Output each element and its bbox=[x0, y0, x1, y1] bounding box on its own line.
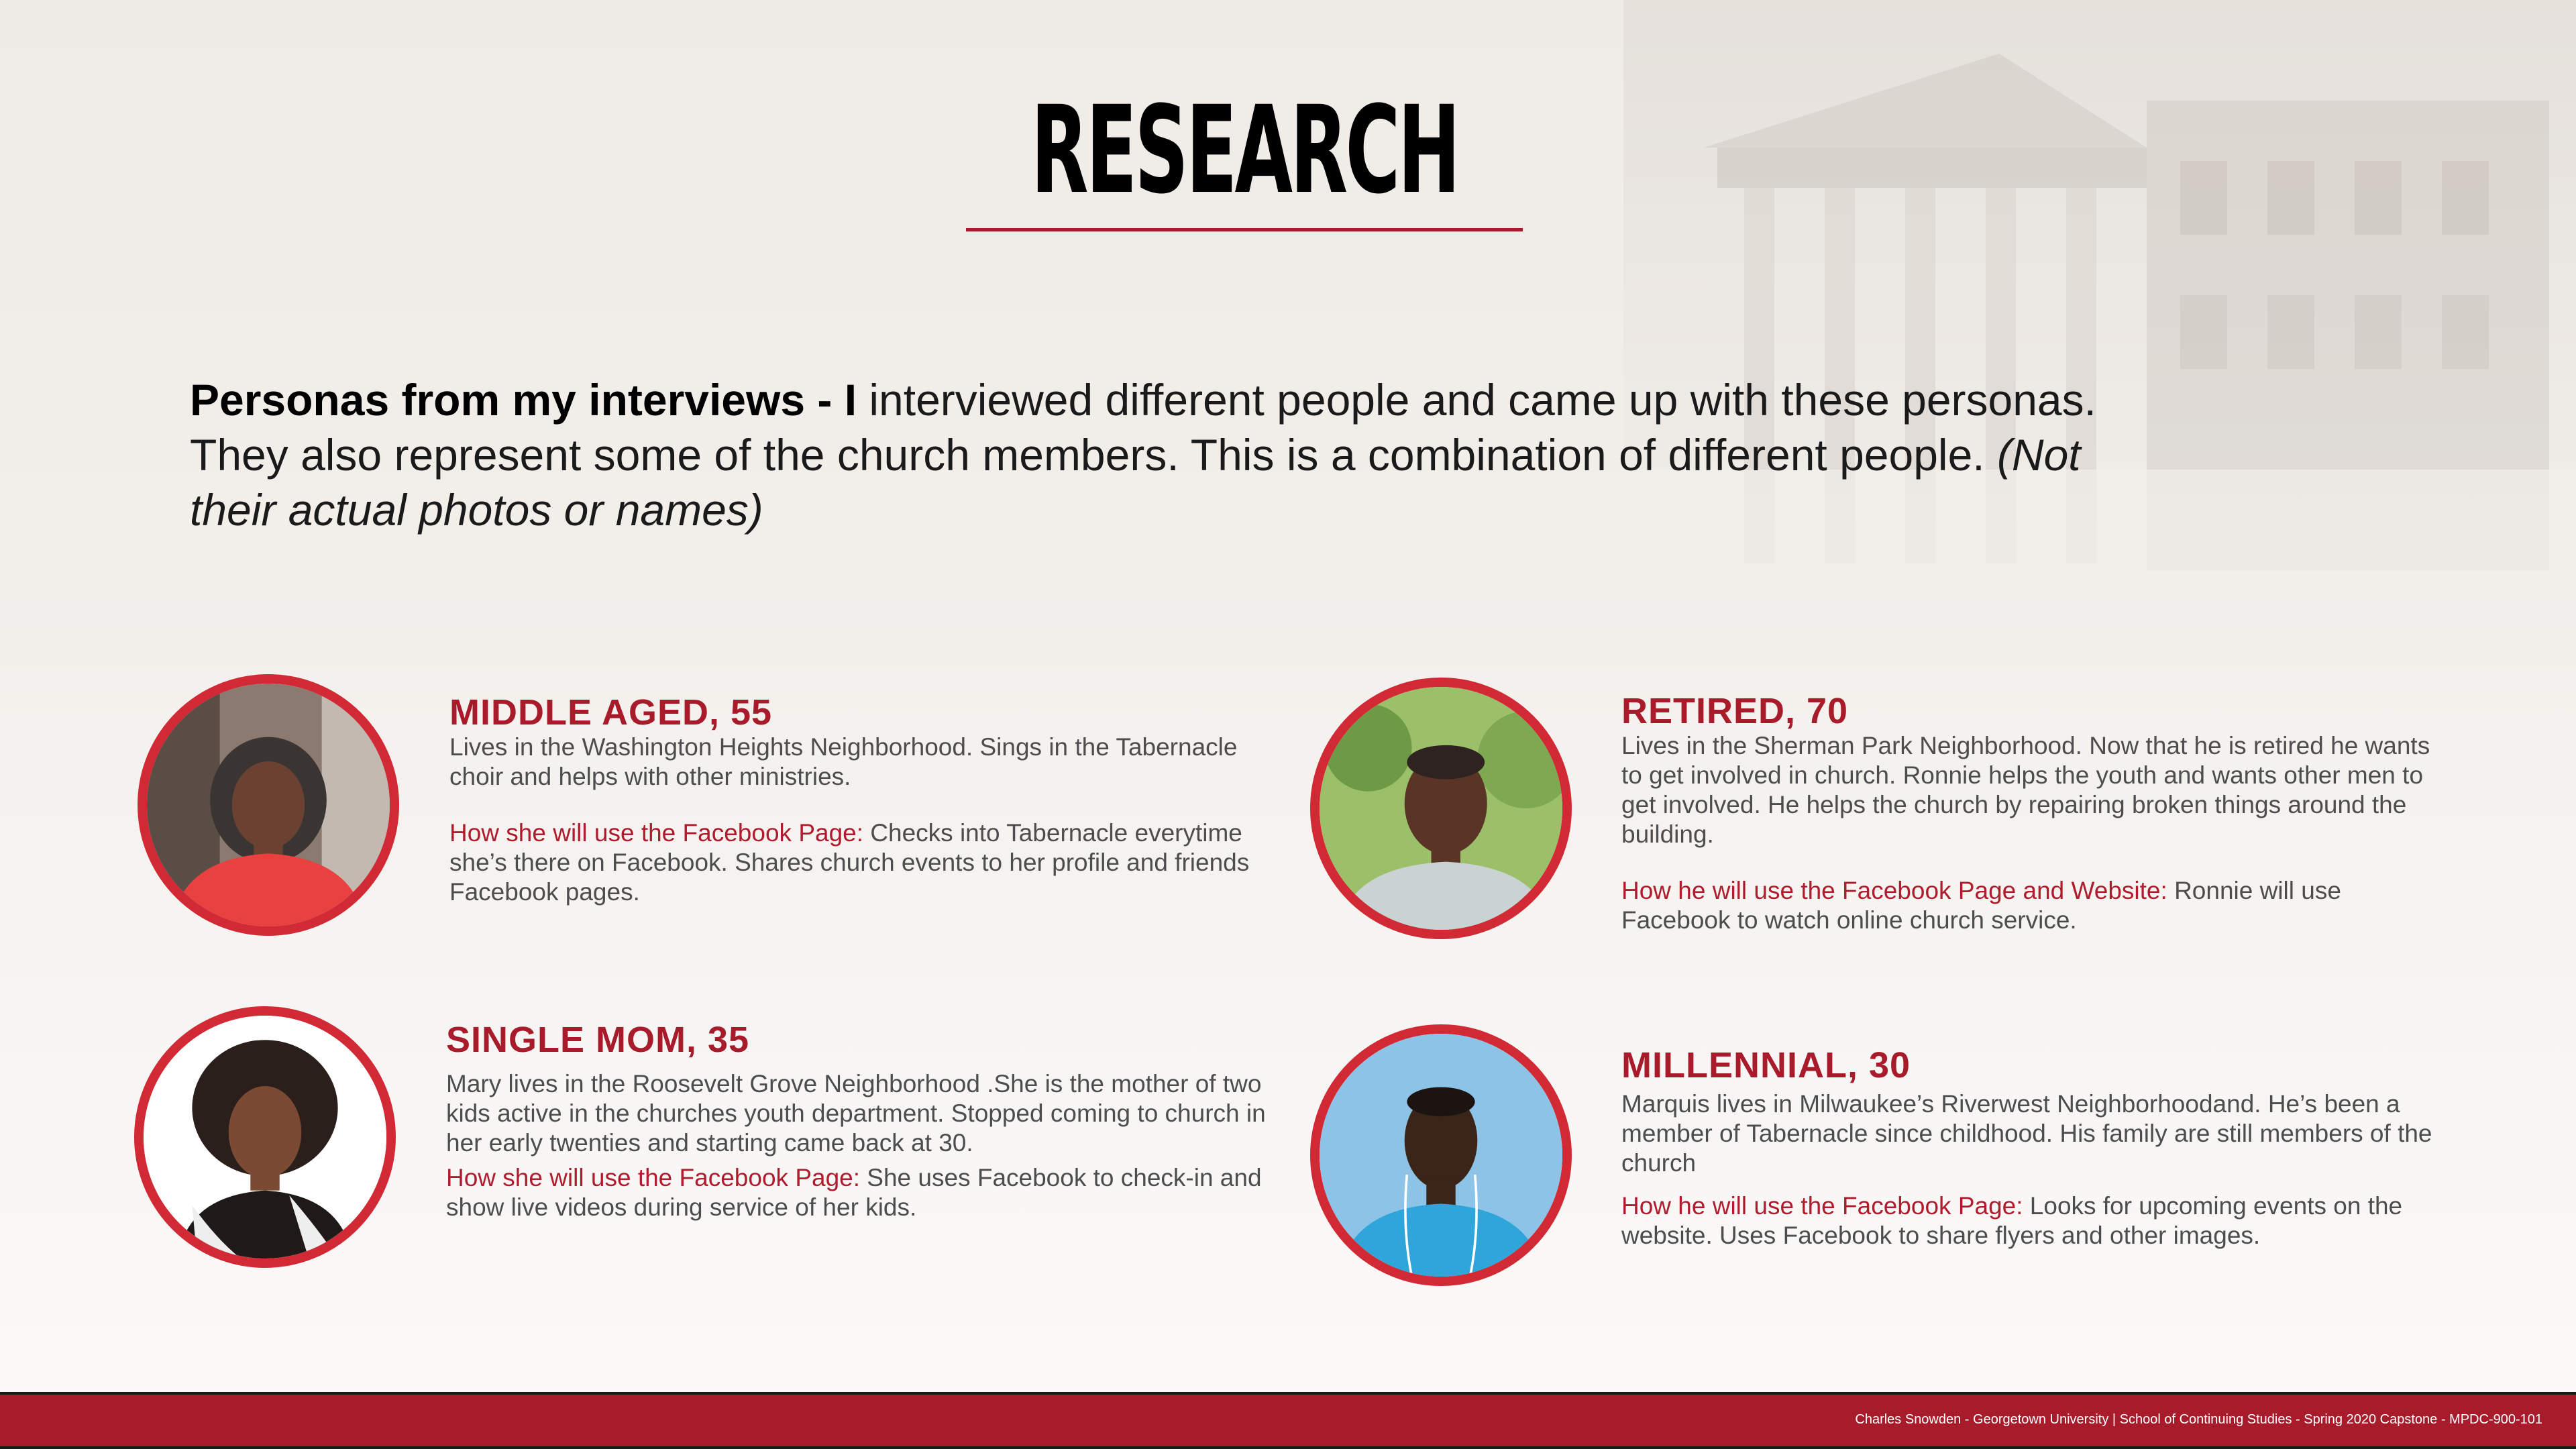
usage-label: How he will use the Facebook Page: bbox=[1621, 1192, 2023, 1220]
avatar-millennial bbox=[1310, 1024, 1572, 1286]
persona-usage bbox=[446, 1163, 1271, 1222]
avatar-middle-aged bbox=[138, 674, 399, 936]
persona-title: MILLENNIAL, 30 bbox=[1621, 1045, 1911, 1085]
persona-single-mom bbox=[446, 1020, 1271, 1222]
persona-description: Marquis lives in Milwaukee’s Riverwest Neighborhoodand. He’s been a member of Tabernacle since childhood. His family are still members of the church bbox=[1621, 1090, 2432, 1177]
man-portrait-image bbox=[1320, 687, 1562, 930]
avatar-retired bbox=[1310, 678, 1572, 939]
intro-italic: (Not their actual photos or names) bbox=[190, 430, 2081, 535]
usage-text: Ronnie will use Facebook to watch online church service. bbox=[1621, 877, 2341, 934]
usage-text: Checks into Tabernacle everytime she’s there on Facebook. Shares church events to her profile and friends Facebook pages. bbox=[449, 819, 1250, 906]
woman-portrait-image bbox=[147, 684, 390, 926]
intro-paragraph bbox=[190, 372, 2176, 537]
usage-label: How she will use the Facebook Page: bbox=[449, 819, 864, 847]
persona-description: Lives in the Sherman Park Neighborhood. Now that he is retired he wants to get involved in church. Ronnie helps the youth and wants other men to get involved. He helps the church by repairing broken things around the building. bbox=[1621, 732, 2430, 848]
footer-credit: Charles Snowden - Georgetown University | School of Continuing Studies - Spring 2020 Capstone - MPDC-900-101 bbox=[1855, 1412, 2542, 1427]
intro-bold: Personas from my interviews - I bbox=[190, 375, 857, 425]
persona-usage bbox=[1621, 876, 2447, 935]
footer-bar bbox=[0, 1392, 2576, 1449]
persona-usage bbox=[449, 818, 1275, 907]
persona-millennial bbox=[1621, 1045, 2447, 1250]
persona-usage bbox=[1621, 1191, 2447, 1250]
persona-title: SINGLE MOM, 35 bbox=[446, 1020, 750, 1060]
usage-text: She uses Facebook to check-in and show live videos during service of her kids. bbox=[446, 1164, 1262, 1221]
title-underline bbox=[966, 228, 1523, 231]
persona-title: RETIRED, 70 bbox=[1621, 691, 1849, 731]
usage-text: Looks for upcoming events on the website. Uses Facebook to share flyers and other images. bbox=[1621, 1192, 2403, 1249]
usage-label: How she will use the Facebook Page: bbox=[446, 1164, 861, 1191]
intro-text: interviewed different people and came up with these personas. They also represent some of the church members. This is a combination of different people. bbox=[190, 375, 2096, 480]
usage-label: How he will use the Facebook Page and Website: bbox=[1621, 877, 2167, 904]
avatar-single-mom bbox=[134, 1006, 396, 1268]
page-title: RESEARCH bbox=[1030, 80, 1458, 221]
persona-title: MIDDLE AGED, 55 bbox=[449, 692, 773, 733]
persona-middle-aged bbox=[449, 692, 1275, 907]
woman-smiling-portrait-image bbox=[144, 1016, 386, 1258]
persona-description: Mary lives in the Roosevelt Grove Neighborhood .She is the mother of two kids active in the churches youth department. Stopped coming to church in her early twenties and starting came back at 30. bbox=[446, 1070, 1266, 1157]
persona-retired bbox=[1621, 691, 2447, 935]
man-athletic-portrait-image bbox=[1320, 1034, 1562, 1277]
persona-description: Lives in the Washington Heights Neighborhood. Sings in the Tabernacle choir and helps with other ministries. bbox=[449, 733, 1238, 790]
